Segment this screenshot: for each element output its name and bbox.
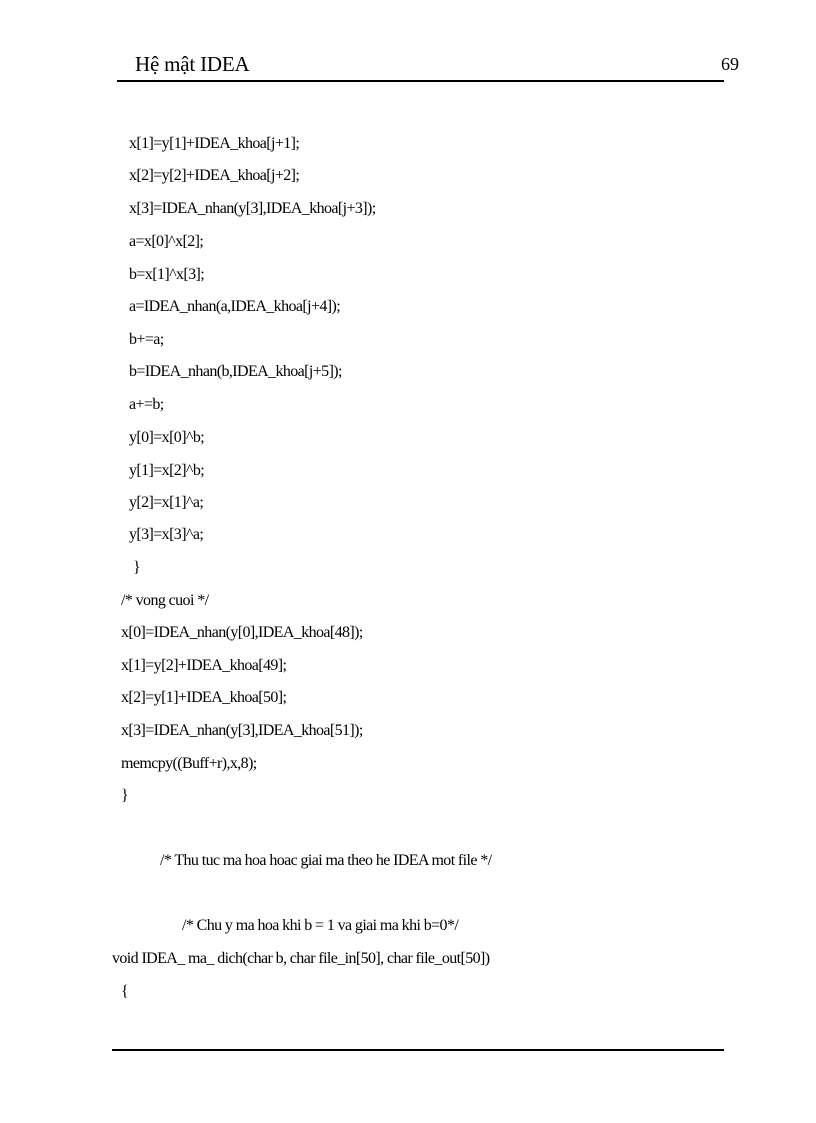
code-line: y[2]=x[1]^a; xyxy=(129,494,204,511)
code-line: /* vong cuoi */ xyxy=(121,592,209,609)
code-line: void IDEA_ ma_ dich(char b, char file_in[50], char file_out[50]) xyxy=(112,950,490,967)
page-number: 69 xyxy=(721,54,739,74)
code-line: y[3]=x[3]^a; xyxy=(129,526,204,543)
code-line: x[1]=y[1]+IDEA_khoa[j+1]; xyxy=(129,135,300,152)
code-line: b+=a; xyxy=(129,331,164,348)
code-line: x[1]=y[2]+IDEA_khoa[49]; xyxy=(121,657,287,674)
footer-divider xyxy=(112,1049,724,1051)
page-header-title: Hệ mật IDEA xyxy=(135,52,250,76)
code-comment: /* Thu tuc ma hoa hoac giai ma theo he IDEA mot file */ xyxy=(160,852,492,869)
code-line: x[2]=y[2]+IDEA_khoa[j+2]; xyxy=(129,167,300,184)
code-comment: /* Chu y ma hoa khi b = 1 va giai ma khi b=0*/ xyxy=(182,917,459,934)
code-line: x[3]=IDEA_nhan(y[3],IDEA_khoa[51]); xyxy=(121,722,363,739)
header-divider xyxy=(117,80,724,82)
code-line: } xyxy=(121,787,129,804)
code-line: a=IDEA_nhan(a,IDEA_khoa[j+4]); xyxy=(129,298,341,315)
code-line: x[2]=y[1]+IDEA_khoa[50]; xyxy=(121,689,287,706)
code-line: memcpy((Buff+r),x,8); xyxy=(121,755,257,772)
code-line: b=IDEA_nhan(b,IDEA_khoa[j+5]); xyxy=(129,363,342,380)
code-line: x[0]=IDEA_nhan(y[0],IDEA_khoa[48]); xyxy=(121,624,363,641)
code-line: x[3]=IDEA_nhan(y[3],IDEA_khoa[j+3]); xyxy=(129,200,376,217)
code-line: y[1]=x[2]^b; xyxy=(129,462,205,479)
code-line: } xyxy=(133,559,141,576)
code-line: y[0]=x[0]^b; xyxy=(129,429,205,446)
code-line: a=x[0]^x[2]; xyxy=(129,233,204,250)
code-line: a+=b; xyxy=(129,396,164,413)
code-line: { xyxy=(121,983,129,1000)
code-line: b=x[1]^x[3]; xyxy=(129,266,205,283)
